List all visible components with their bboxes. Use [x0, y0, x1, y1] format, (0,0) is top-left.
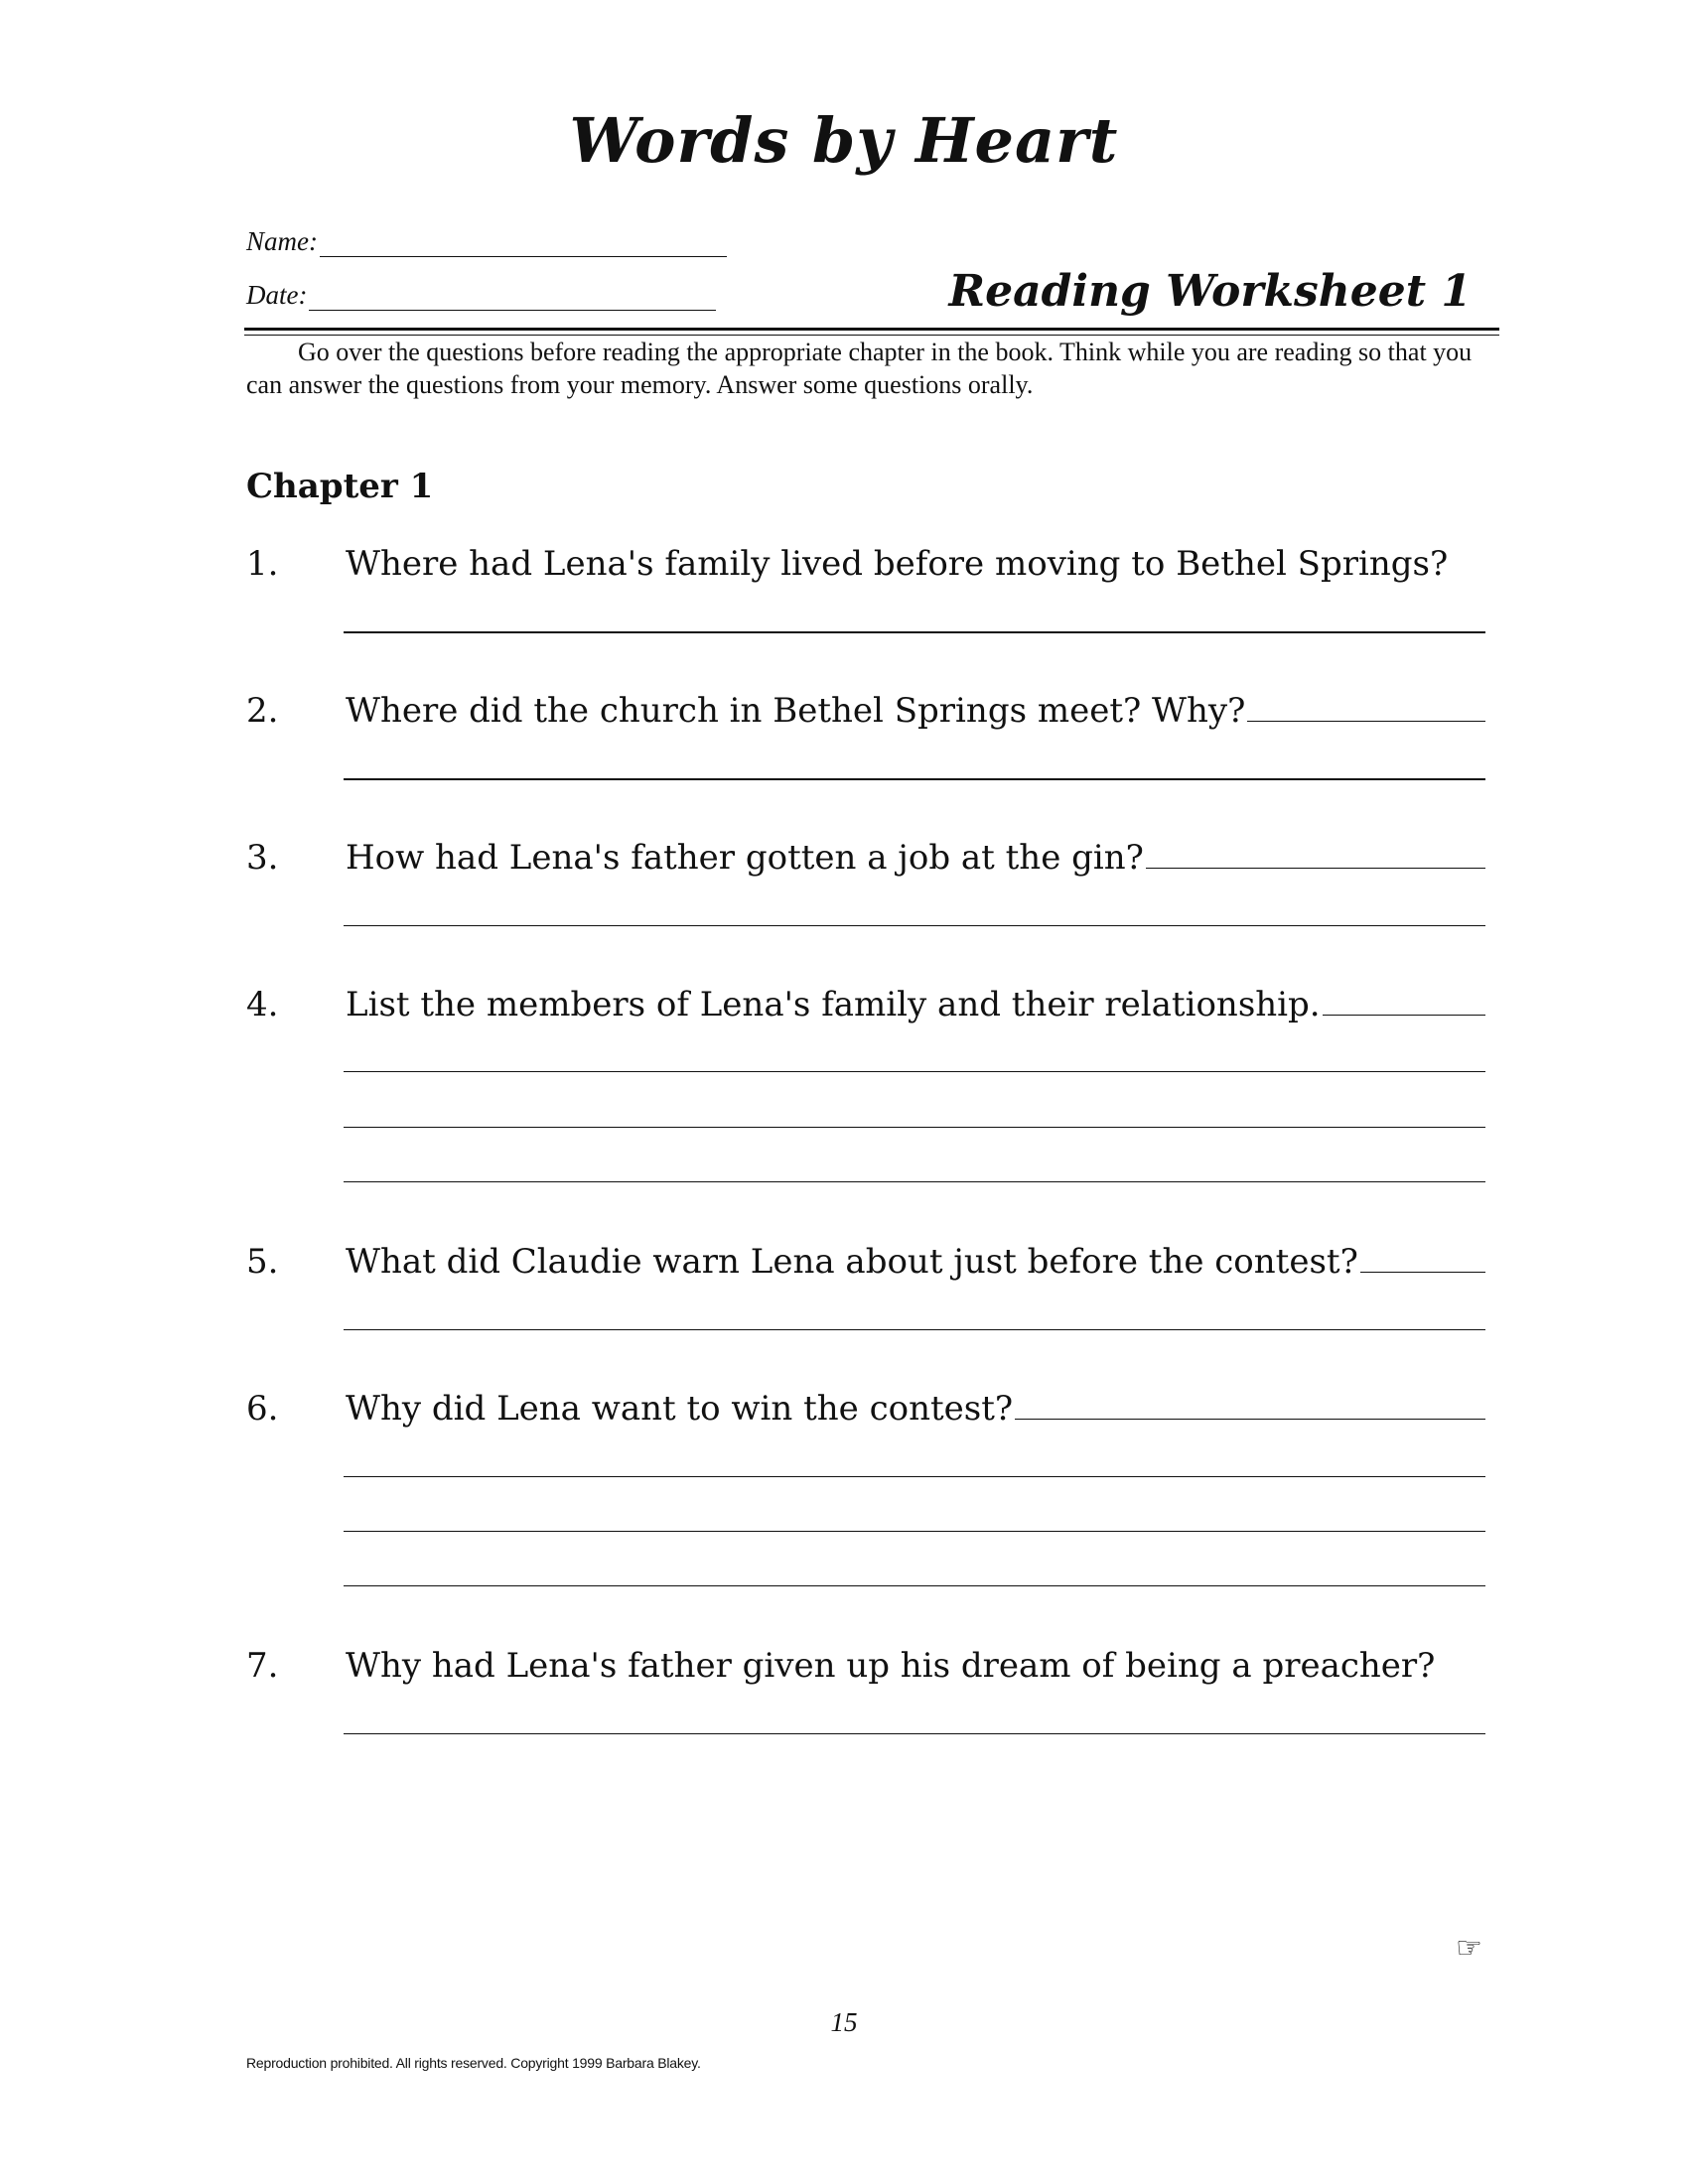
answer-blank[interactable] — [1360, 1244, 1485, 1273]
answer-line[interactable] — [344, 631, 1485, 633]
question-text: List the members of Lena's family and their relationship. — [346, 985, 1321, 1024]
answer-line[interactable] — [344, 1476, 1485, 1477]
question-text: Where had Lena's family lived before moving to Bethel Springs? — [346, 544, 1449, 584]
question-text: What did Claudie warn Lena about just before the contest? — [346, 1242, 1358, 1282]
answer-blank[interactable] — [1146, 840, 1485, 869]
header-divider — [244, 328, 1499, 331]
question-7 — [246, 1646, 1485, 1688]
question-number: 1. — [246, 544, 279, 584]
answer-line[interactable] — [344, 1127, 1485, 1128]
question-text: Why had Lena's father given up his dream of being a preacher? — [346, 1646, 1436, 1686]
question-text: Where did the church in Bethel Springs meet? Why? — [346, 691, 1246, 731]
answer-line[interactable] — [344, 778, 1485, 780]
question-text: How had Lena's father gotten a job at the gin? — [346, 838, 1144, 878]
question-6 — [246, 1389, 1485, 1431]
question-text: Why did Lena want to win the contest? — [346, 1389, 1014, 1429]
date-blank[interactable] — [309, 284, 716, 311]
answer-blank[interactable] — [1015, 1391, 1485, 1420]
pointing-hand-icon: ☞ — [1456, 1931, 1482, 1966]
answer-line[interactable] — [344, 1329, 1485, 1330]
question-3 — [246, 838, 1485, 880]
question-4 — [246, 985, 1485, 1026]
date-label: Date: — [246, 280, 308, 310]
answer-blank[interactable] — [1247, 693, 1485, 722]
name-field — [246, 226, 727, 257]
question-number: 6. — [246, 1389, 279, 1429]
answer-line[interactable] — [344, 1733, 1485, 1734]
question-2 — [246, 691, 1485, 733]
date-field — [246, 280, 716, 311]
copyright-notice: Reproduction prohibited. All rights reserved. Copyright 1999 Barbara Blakey. — [246, 2055, 701, 2071]
answer-line[interactable] — [344, 1071, 1485, 1072]
worksheet-subtitle: Reading Worksheet 1 — [948, 266, 1472, 317]
question-number: 5. — [246, 1242, 279, 1282]
question-number: 3. — [246, 838, 279, 878]
answer-line[interactable] — [344, 1181, 1485, 1182]
name-blank[interactable] — [320, 230, 727, 257]
question-number: 2. — [246, 691, 279, 731]
question-1 — [246, 544, 1485, 586]
name-label: Name: — [246, 226, 318, 256]
question-number: 7. — [246, 1646, 279, 1686]
question-5 — [246, 1242, 1485, 1284]
answer-line[interactable] — [344, 925, 1485, 926]
question-number: 4. — [246, 985, 279, 1024]
instructions-text: Go over the questions before reading the appropriate chapter in the book. Think while you are reading so that you can answer the questions from your memory. Answer some questions orally. — [246, 338, 1473, 399]
answer-blank[interactable] — [1323, 987, 1485, 1016]
page-number: 15 — [830, 2007, 858, 2037]
answer-line[interactable] — [344, 1585, 1485, 1586]
worksheet-title: Words by Heart — [569, 104, 1119, 177]
answer-line[interactable] — [344, 1531, 1485, 1532]
chapter-heading: Chapter 1 — [246, 467, 434, 506]
